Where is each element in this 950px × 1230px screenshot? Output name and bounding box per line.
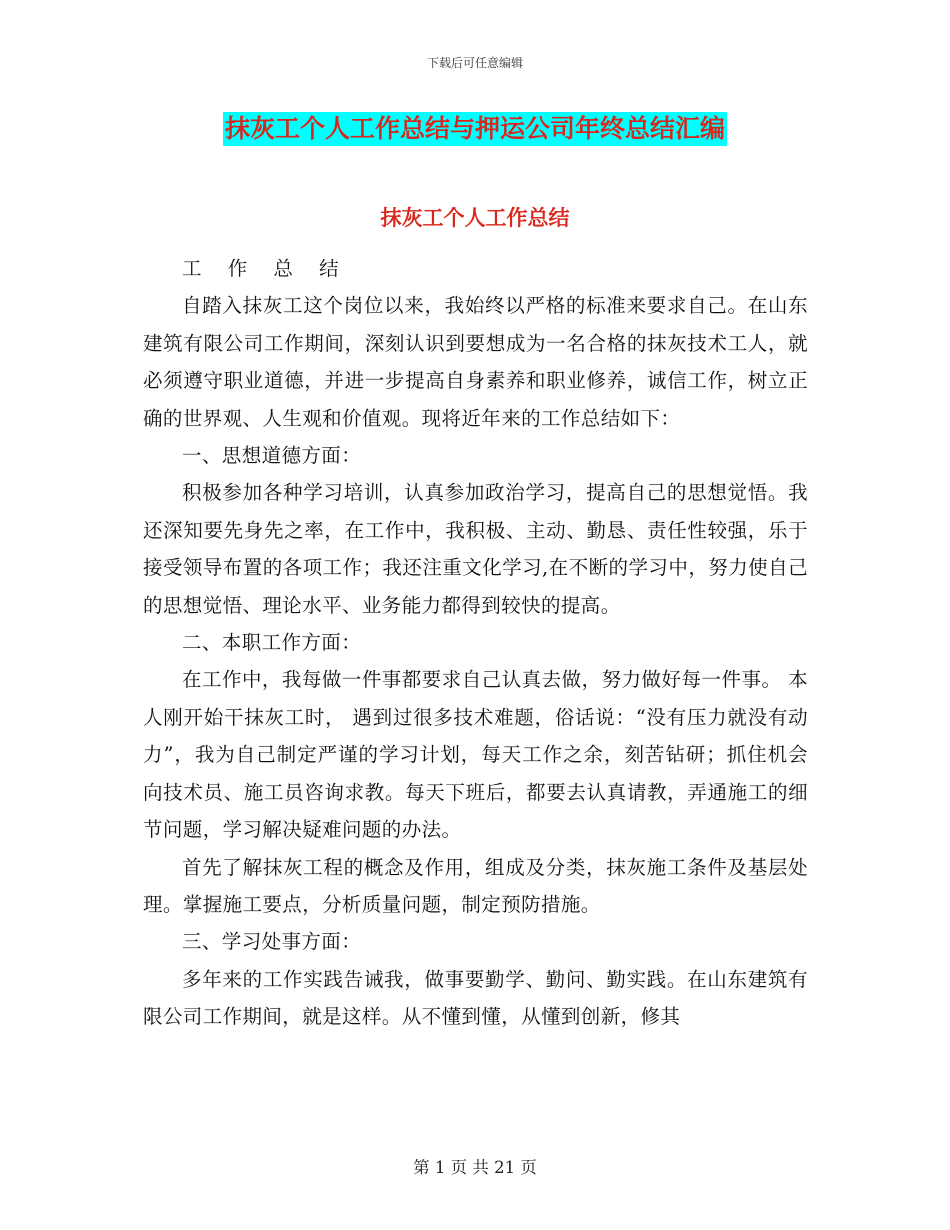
paragraph-ethics: 积极参加各种学习培训，认真参加政治学习，提高自己的思想觉悟。我还深知要先身先之率，在工作中，我积极、主动、勤恳、责任性较强，乐于接受领导布置的各项工作；我还注重文化学习,在不断的学习中，努力使自己的思想觉悟、理论水平、业务能力都得到较快的提高。 — [143, 481, 808, 617]
paragraph-intro: 自踏入抹灰工这个岗位以来，我始终以严格的标准来要求自己。在山东建筑有限公司工作期间，深刻认识到要想成为一名合格的抹灰技术工人，就必须遵守职业道德，并进一步提高自身素养和职业修养，诚信工作，树立正确的世界观、人生观和价值观。现将近年来的工作总结如下： — [143, 294, 808, 430]
paragraph-heading-duties: 二、本职工作方面： — [182, 631, 362, 655]
page-header-note: 下载后可任意编辑 — [426, 56, 523, 70]
paragraph-heading-learning: 三、学习处事方面： — [182, 930, 362, 954]
paragraph-heading-ethics: 一、思想道德方面： — [182, 444, 362, 468]
section-title: 抹灰工个人工作总结 — [380, 206, 570, 230]
paragraph-plastering: 首先了解抹灰工程的概念及作用，组成及分类，抹灰施工条件及基层处理。掌握施工要点，分析质量问题，制定预防措施。 — [143, 855, 808, 916]
document-title-text: 抹灰工个人工作总结与押运公司年终总结汇编 — [223, 112, 727, 146]
paragraph-duties: 在工作中，我每做一件事都要求自己认真去做，努力做好每一件事。 本人刚开始干抹灰工时， 遇到过很多技术难题，俗话说：“没有压力就没有动力”，我为自己制定严谨的学习计划，每天工作之余，刻苦钻研；抓住机会向技术员、施工员咨询求教。每天下班后，都要去认真请教，弄通施工的细节问题，学习解决疑难问题的办法。 — [143, 668, 808, 842]
page-number: 第 1 页 共 21 页 — [413, 1158, 537, 1177]
document-body — [143, 250, 808, 1036]
paragraph-heading-summary: 工 作 总 结 — [182, 257, 349, 280]
document-title — [0, 112, 950, 146]
paragraph-learning: 多年来的工作实践告诫我，做事要勤学、勤问、勤实践。在山东建筑有限公司工作期间，就是这样。从不懂到懂，从懂到创新，修其 — [143, 967, 808, 1029]
